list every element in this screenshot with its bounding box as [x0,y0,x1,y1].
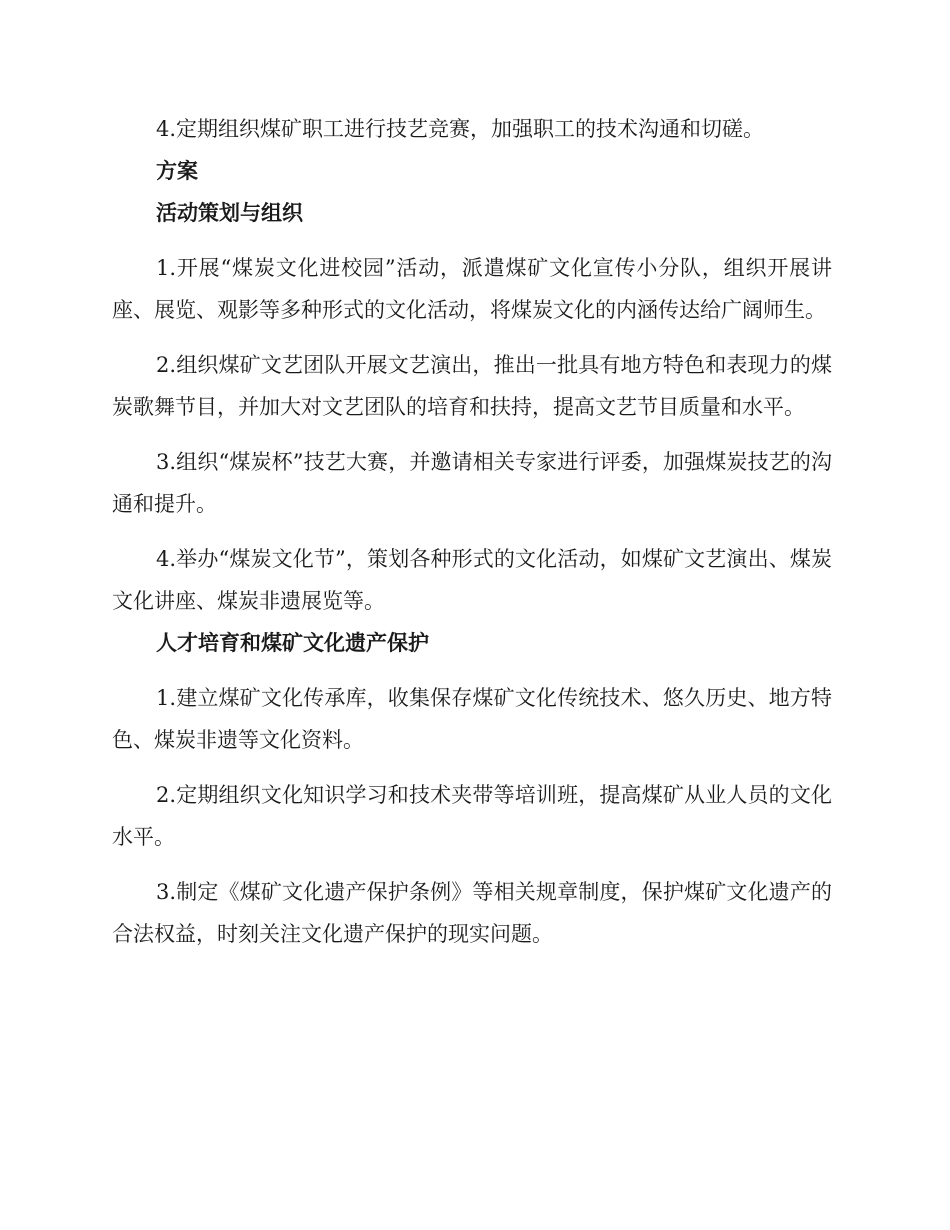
paragraph-culture-festival: 4.举办“煤炭文化节”，策划各种形式的文化活动，如煤矿文艺演出、煤炭文化讲座、煤炭非遗展览等。 [112,547,832,613]
heading-talent-heritage: 人才培育和煤矿文化遗产保护 [156,631,429,655]
paragraph-training: 2.定期组织文化知识学习和技术夹带等培训班，提高煤矿从业人员的文化水平。 [112,783,832,849]
paragraph-campus-activity: 1.开展“煤炭文化进校园”活动，派遣煤矿文化宣传小分队，组织开展讲座、展览、观影等多种形式的文化活动，将煤炭文化的内涵传达给广阔师生。 [112,256,832,322]
document-body [112,108,832,955]
heading-activity-planning: 活动策划与组织 [156,201,303,225]
paragraph-art-performance: 2.组织煤矿文艺团队开展文艺演出，推出一批具有地方特色和表现力的煤炭歌舞节目，并加大对文艺团队的培育和扶持，提高文艺节目质量和水平。 [112,353,832,419]
heading-plan: 方案 [156,159,198,183]
paragraph-regulations: 3.制定《煤矿文化遗产保护条例》等相关规章制度，保护煤矿文化遗产的合法权益，时刻关注文化遗产保护的现实问题。 [112,880,832,946]
paragraph-skills-contest: 3.组织“煤炭杯”技艺大赛，并邀请相关专家进行评委，加强煤炭技艺的沟通和提升。 [112,450,832,516]
paragraph-competition: 4.定期组织煤矿职工进行技艺竞赛，加强职工的技术沟通和切磋。 [156,117,765,141]
paragraph-heritage-library: 1.建立煤矿文化传承库，收集保存煤矿文化传统技术、悠久历史、地方特色、煤炭非遗等文化资料。 [112,686,832,752]
